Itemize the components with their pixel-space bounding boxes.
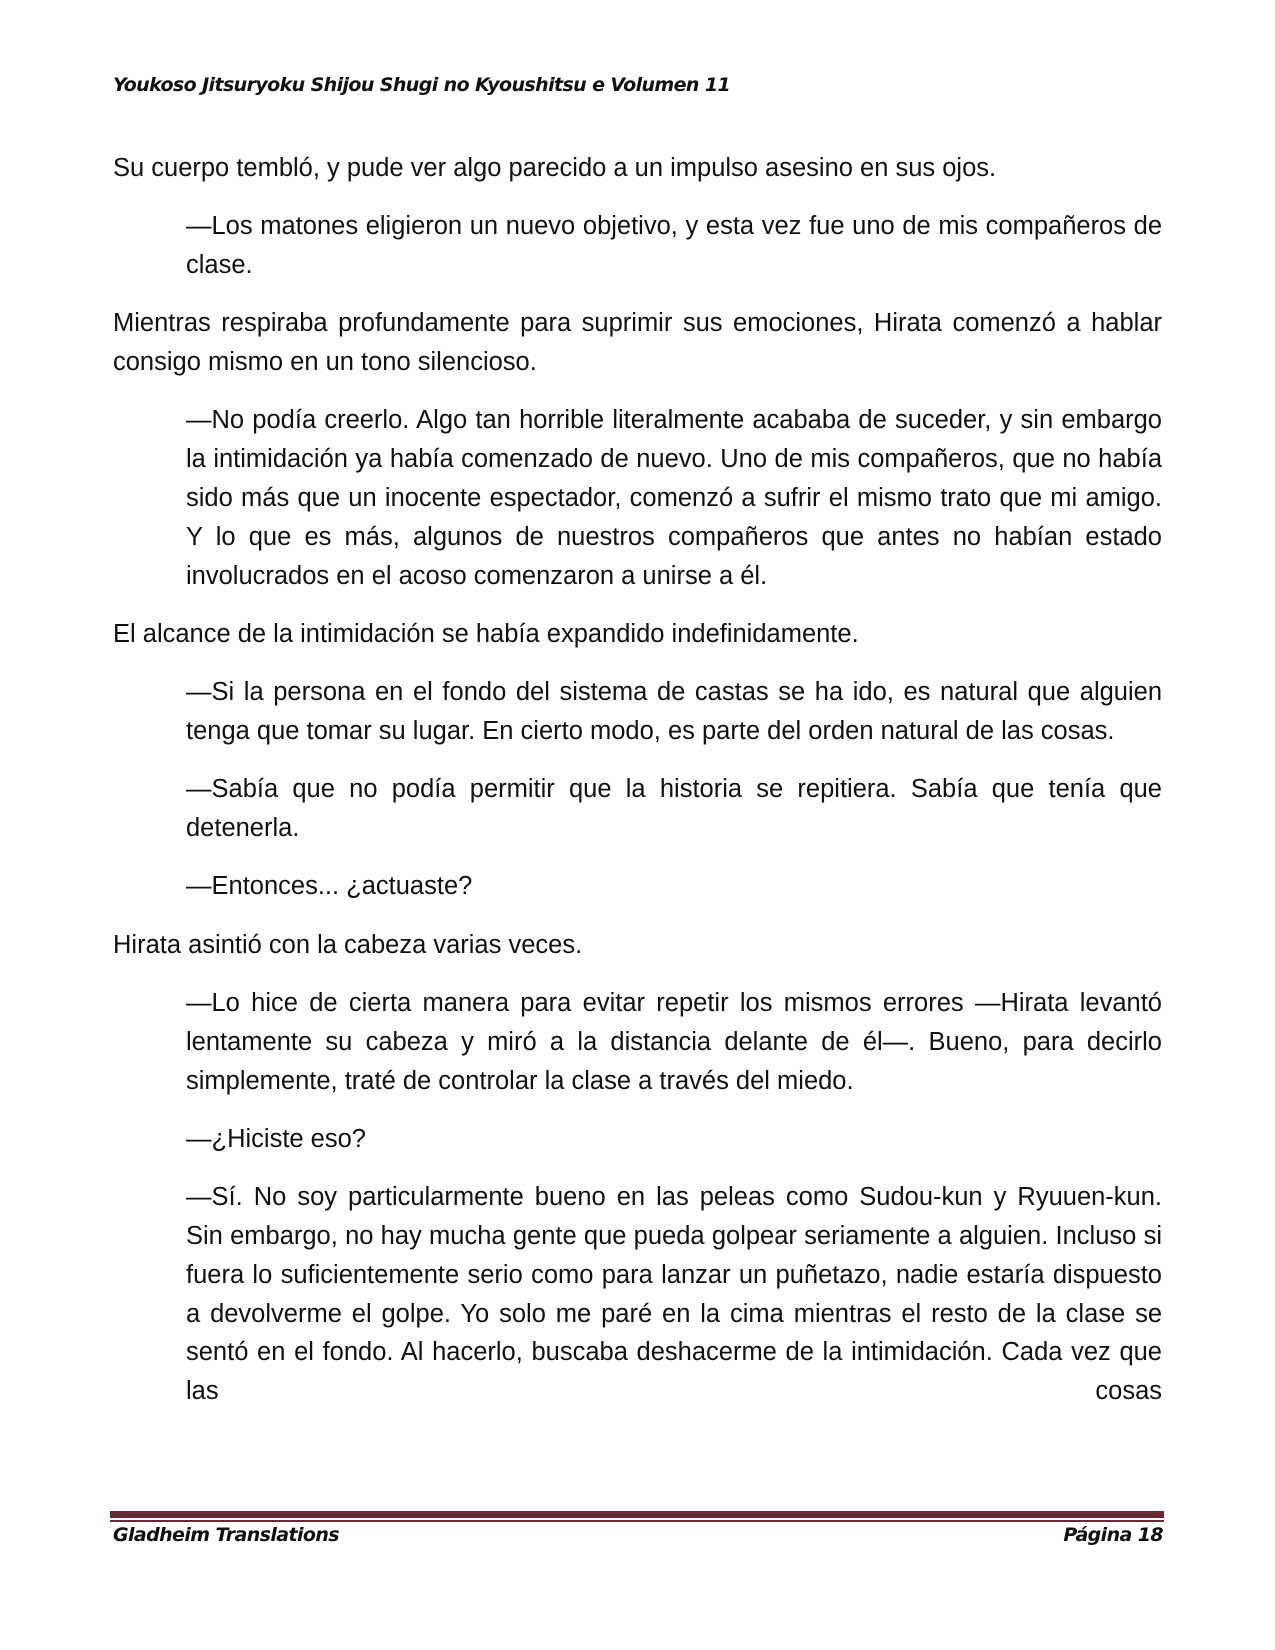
footer-rule	[110, 1511, 1164, 1518]
footer-rule-thin	[110, 1520, 1164, 1522]
dialogue-paragraph: —Los matones eligieron un nuevo objetivo, y esta vez fue uno de mis compañeros de clase.	[186, 212, 1162, 280]
page-number: Página 18	[1063, 1524, 1163, 1546]
footer-credit: Gladheim Translations	[113, 1524, 339, 1546]
page-body	[113, 149, 1162, 1431]
dialogue-paragraph: —¿Hiciste eso?	[186, 1124, 366, 1153]
paragraph: Su cuerpo tembló, y pude ver algo parecido a un impulso asesino en sus ojos.	[113, 154, 997, 182]
running-header: Youkoso Jitsuryoku Shijou Shugi no Kyoushitsu e Volumen 11	[113, 74, 731, 96]
paragraph: Hirata asintió con la cabeza varias veces.	[113, 930, 583, 959]
dialogue-paragraph: —Sí. No soy particularmente bueno en las peleas como Sudou-kun y Ryuuen-kun. Sin embargo, no hay mucha gente que pueda golpear seriamente a alguien. Incluso si fuera lo suficientemente serio como para lanzar un puñetazo, nadie estaría dispuesto a devolverme el golpe. Yo solo me paré en la cima mientras el resto de la clase se sentó en el fondo. Al hacerlo, buscaba deshacerme de la intimidación. Cada vez que las cosas	[186, 1183, 1162, 1406]
dialogue-paragraph: —Lo hice de cierta manera para evitar repetir los mismos errores —Hirata levantó lentamente su cabeza y miró a la distancia delante de él—. Bueno, para decirlo simplemente, traté de controlar la clase a través del miedo.	[186, 989, 1162, 1095]
dialogue-paragraph: —Si la persona en el fondo del sistema de castas se ha ido, es natural que alguien tenga que tomar su lugar. En cierto modo, es parte del orden natural de las cosas.	[186, 678, 1162, 746]
dialogue-paragraph: —Sabía que no podía permitir que la historia se repitiera. Sabía que tenía que detenerla.	[186, 775, 1162, 843]
paragraph: Mientras respiraba profundamente para suprimir sus emociones, Hirata comenzó a hablar consigo mismo en un tono silencioso.	[113, 309, 1162, 377]
dialogue-paragraph: —No podía creerlo. Algo tan horrible literalmente acababa de suceder, y sin embargo la intimidación ya había comenzado de nuevo. Uno de mis compañeros, que no había sido más que un inocente espectador, comenzó a sufrir el mismo trato que mi amigo. Y lo que es más, algunos de nuestros compañeros que antes no habían estado involucrados en el acoso comenzaron a unirse a él.	[186, 406, 1162, 590]
dialogue-paragraph: —Entonces... ¿actuaste?	[186, 872, 473, 901]
paragraph: El alcance de la intimidación se había expandido indefinidamente.	[113, 619, 859, 648]
